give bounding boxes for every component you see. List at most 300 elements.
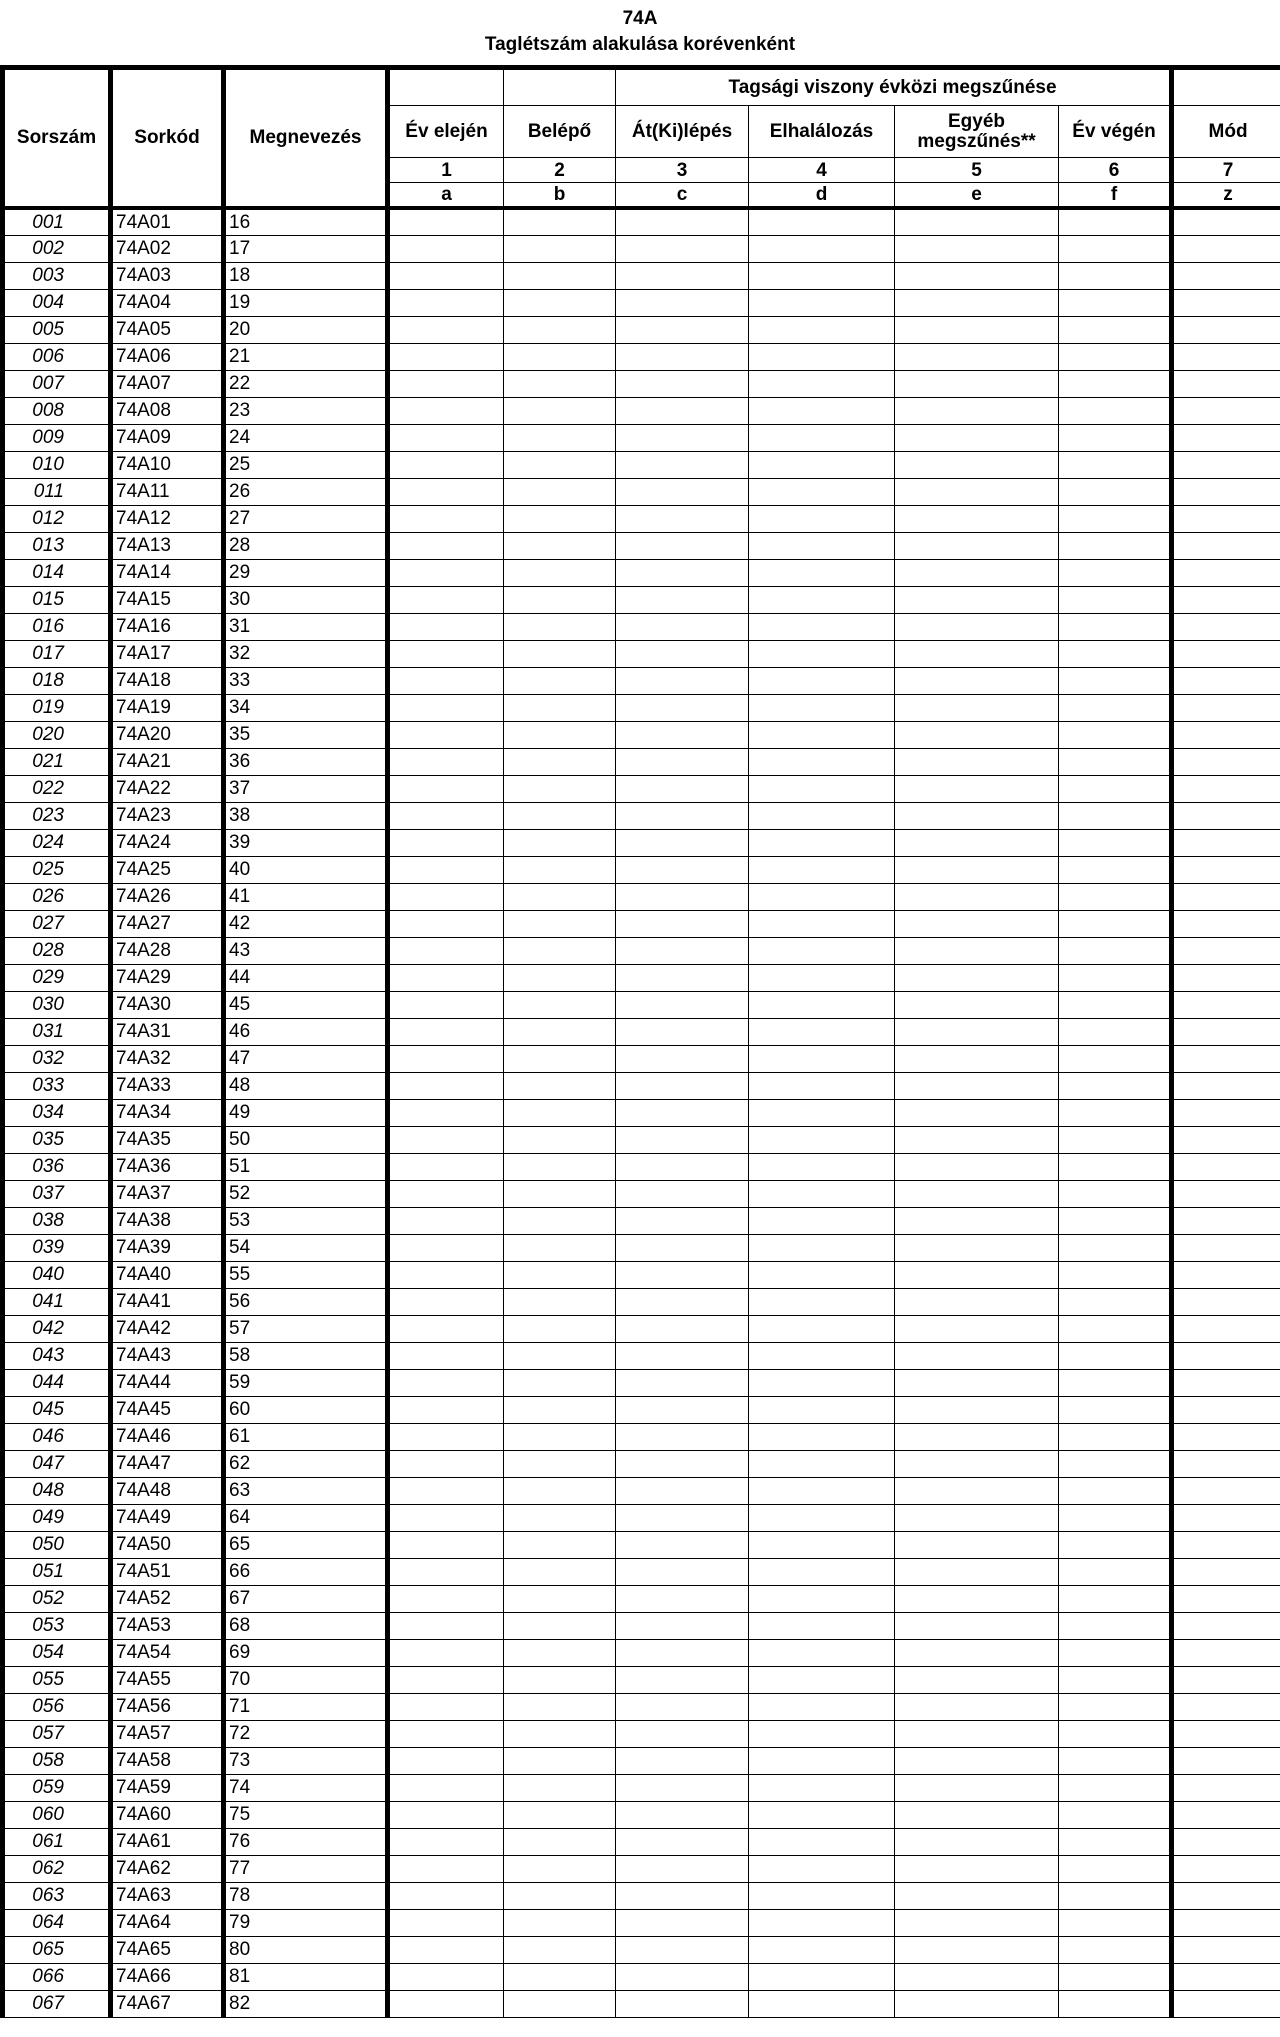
row-value-cell-z[interactable]	[1172, 1774, 1280, 1801]
row-value-cell-d[interactable]	[749, 1531, 895, 1558]
row-value-cell-e[interactable]	[895, 532, 1059, 559]
row-value-cell-z[interactable]	[1172, 1720, 1280, 1747]
row-value-cell-c[interactable]	[616, 451, 749, 478]
row-value-cell-c[interactable]	[616, 208, 749, 236]
row-value-cell-c[interactable]	[616, 802, 749, 829]
row-value-cell-e[interactable]	[895, 1477, 1059, 1504]
row-value-cell-b[interactable]	[504, 1774, 616, 1801]
row-value-cell-z[interactable]	[1172, 478, 1280, 505]
row-value-cell-f[interactable]	[1059, 478, 1172, 505]
row-value-cell-a[interactable]	[388, 397, 504, 424]
row-value-cell-b[interactable]	[504, 883, 616, 910]
row-value-cell-z[interactable]	[1172, 1828, 1280, 1855]
row-value-cell-d[interactable]	[749, 775, 895, 802]
row-value-cell-f[interactable]	[1059, 1180, 1172, 1207]
row-value-cell-f[interactable]	[1059, 1774, 1172, 1801]
row-value-cell-z[interactable]	[1172, 694, 1280, 721]
row-value-cell-d[interactable]	[749, 1180, 895, 1207]
row-value-cell-c[interactable]	[616, 1801, 749, 1828]
row-value-cell-z[interactable]	[1172, 829, 1280, 856]
row-value-cell-d[interactable]	[749, 343, 895, 370]
row-value-cell-f[interactable]	[1059, 1504, 1172, 1531]
row-value-cell-f[interactable]	[1059, 1018, 1172, 1045]
row-value-cell-f[interactable]	[1059, 451, 1172, 478]
row-value-cell-c[interactable]	[616, 1828, 749, 1855]
row-value-cell-d[interactable]	[749, 559, 895, 586]
row-value-cell-c[interactable]	[616, 478, 749, 505]
row-value-cell-a[interactable]	[388, 991, 504, 1018]
row-value-cell-z[interactable]	[1172, 1477, 1280, 1504]
row-value-cell-a[interactable]	[388, 1774, 504, 1801]
row-value-cell-e[interactable]	[895, 910, 1059, 937]
row-value-cell-c[interactable]	[616, 1153, 749, 1180]
row-value-cell-z[interactable]	[1172, 1153, 1280, 1180]
row-value-cell-z[interactable]	[1172, 1099, 1280, 1126]
row-value-cell-c[interactable]	[616, 1288, 749, 1315]
row-value-cell-f[interactable]	[1059, 1369, 1172, 1396]
row-value-cell-c[interactable]	[616, 1585, 749, 1612]
row-value-cell-e[interactable]	[895, 1828, 1059, 1855]
row-value-cell-d[interactable]	[749, 1342, 895, 1369]
row-value-cell-e[interactable]	[895, 829, 1059, 856]
row-value-cell-e[interactable]	[895, 1504, 1059, 1531]
row-value-cell-a[interactable]	[388, 316, 504, 343]
row-value-cell-a[interactable]	[388, 910, 504, 937]
row-value-cell-c[interactable]	[616, 1396, 749, 1423]
row-value-cell-d[interactable]	[749, 1504, 895, 1531]
row-value-cell-a[interactable]	[388, 1936, 504, 1963]
row-value-cell-d[interactable]	[749, 505, 895, 532]
row-value-cell-f[interactable]	[1059, 1990, 1172, 2017]
row-value-cell-z[interactable]	[1172, 1747, 1280, 1774]
row-value-cell-d[interactable]	[749, 1288, 895, 1315]
row-value-cell-e[interactable]	[895, 1126, 1059, 1153]
row-value-cell-e[interactable]	[895, 667, 1059, 694]
row-value-cell-a[interactable]	[388, 721, 504, 748]
row-value-cell-c[interactable]	[616, 397, 749, 424]
row-value-cell-a[interactable]	[388, 1153, 504, 1180]
row-value-cell-a[interactable]	[388, 775, 504, 802]
row-value-cell-d[interactable]	[749, 1612, 895, 1639]
row-value-cell-z[interactable]	[1172, 235, 1280, 262]
row-value-cell-z[interactable]	[1172, 1072, 1280, 1099]
row-value-cell-c[interactable]	[616, 775, 749, 802]
row-value-cell-b[interactable]	[504, 1477, 616, 1504]
row-value-cell-b[interactable]	[504, 964, 616, 991]
row-value-cell-a[interactable]	[388, 289, 504, 316]
row-value-cell-d[interactable]	[749, 424, 895, 451]
row-value-cell-e[interactable]	[895, 1585, 1059, 1612]
row-value-cell-z[interactable]	[1172, 1855, 1280, 1882]
row-value-cell-e[interactable]	[895, 1720, 1059, 1747]
row-value-cell-b[interactable]	[504, 1855, 616, 1882]
row-value-cell-c[interactable]	[616, 235, 749, 262]
row-value-cell-e[interactable]	[895, 478, 1059, 505]
row-value-cell-z[interactable]	[1172, 1126, 1280, 1153]
row-value-cell-b[interactable]	[504, 235, 616, 262]
row-value-cell-d[interactable]	[749, 208, 895, 236]
row-value-cell-f[interactable]	[1059, 1450, 1172, 1477]
row-value-cell-a[interactable]	[388, 478, 504, 505]
row-value-cell-d[interactable]	[749, 1747, 895, 1774]
row-value-cell-a[interactable]	[388, 1666, 504, 1693]
row-value-cell-f[interactable]	[1059, 964, 1172, 991]
row-value-cell-e[interactable]	[895, 964, 1059, 991]
row-value-cell-c[interactable]	[616, 937, 749, 964]
row-value-cell-c[interactable]	[616, 1261, 749, 1288]
row-value-cell-b[interactable]	[504, 856, 616, 883]
row-value-cell-d[interactable]	[749, 1234, 895, 1261]
row-value-cell-b[interactable]	[504, 343, 616, 370]
row-value-cell-e[interactable]	[895, 1639, 1059, 1666]
row-value-cell-f[interactable]	[1059, 370, 1172, 397]
row-value-cell-d[interactable]	[749, 532, 895, 559]
row-value-cell-c[interactable]	[616, 424, 749, 451]
row-value-cell-a[interactable]	[388, 1801, 504, 1828]
row-value-cell-a[interactable]	[388, 451, 504, 478]
row-value-cell-e[interactable]	[895, 586, 1059, 613]
row-value-cell-e[interactable]	[895, 451, 1059, 478]
row-value-cell-e[interactable]	[895, 370, 1059, 397]
row-value-cell-a[interactable]	[388, 1126, 504, 1153]
row-value-cell-d[interactable]	[749, 829, 895, 856]
row-value-cell-z[interactable]	[1172, 640, 1280, 667]
row-value-cell-e[interactable]	[895, 1423, 1059, 1450]
row-value-cell-d[interactable]	[749, 991, 895, 1018]
row-value-cell-d[interactable]	[749, 1558, 895, 1585]
row-value-cell-a[interactable]	[388, 1882, 504, 1909]
row-value-cell-z[interactable]	[1172, 1936, 1280, 1963]
row-value-cell-f[interactable]	[1059, 802, 1172, 829]
row-value-cell-z[interactable]	[1172, 1261, 1280, 1288]
row-value-cell-e[interactable]	[895, 1855, 1059, 1882]
row-value-cell-b[interactable]	[504, 1558, 616, 1585]
row-value-cell-z[interactable]	[1172, 208, 1280, 236]
row-value-cell-z[interactable]	[1172, 802, 1280, 829]
row-value-cell-e[interactable]	[895, 802, 1059, 829]
row-value-cell-b[interactable]	[504, 1747, 616, 1774]
row-value-cell-e[interactable]	[895, 397, 1059, 424]
row-value-cell-z[interactable]	[1172, 424, 1280, 451]
row-value-cell-f[interactable]	[1059, 559, 1172, 586]
row-value-cell-f[interactable]	[1059, 1720, 1172, 1747]
row-value-cell-a[interactable]	[388, 1018, 504, 1045]
row-value-cell-f[interactable]	[1059, 1828, 1172, 1855]
row-value-cell-z[interactable]	[1172, 964, 1280, 991]
row-value-cell-f[interactable]	[1059, 1315, 1172, 1342]
row-value-cell-b[interactable]	[504, 1531, 616, 1558]
row-value-cell-z[interactable]	[1172, 532, 1280, 559]
row-value-cell-f[interactable]	[1059, 937, 1172, 964]
row-value-cell-c[interactable]	[616, 1126, 749, 1153]
row-value-cell-f[interactable]	[1059, 1936, 1172, 1963]
row-value-cell-d[interactable]	[749, 910, 895, 937]
row-value-cell-a[interactable]	[388, 1720, 504, 1747]
row-value-cell-d[interactable]	[749, 1423, 895, 1450]
row-value-cell-e[interactable]	[895, 721, 1059, 748]
row-value-cell-e[interactable]	[895, 289, 1059, 316]
row-value-cell-z[interactable]	[1172, 613, 1280, 640]
row-value-cell-z[interactable]	[1172, 856, 1280, 883]
row-value-cell-c[interactable]	[616, 1909, 749, 1936]
row-value-cell-c[interactable]	[616, 370, 749, 397]
row-value-cell-f[interactable]	[1059, 748, 1172, 775]
row-value-cell-z[interactable]	[1172, 451, 1280, 478]
row-value-cell-e[interactable]	[895, 856, 1059, 883]
row-value-cell-b[interactable]	[504, 802, 616, 829]
row-value-cell-e[interactable]	[895, 1801, 1059, 1828]
row-value-cell-a[interactable]	[388, 613, 504, 640]
row-value-cell-f[interactable]	[1059, 1477, 1172, 1504]
row-value-cell-d[interactable]	[749, 262, 895, 289]
row-value-cell-c[interactable]	[616, 559, 749, 586]
row-value-cell-b[interactable]	[504, 1882, 616, 1909]
row-value-cell-a[interactable]	[388, 1045, 504, 1072]
row-value-cell-d[interactable]	[749, 1315, 895, 1342]
row-value-cell-z[interactable]	[1172, 1504, 1280, 1531]
row-value-cell-a[interactable]	[388, 694, 504, 721]
row-value-cell-a[interactable]	[388, 1990, 504, 2017]
row-value-cell-z[interactable]	[1172, 748, 1280, 775]
row-value-cell-e[interactable]	[895, 1693, 1059, 1720]
row-value-cell-d[interactable]	[749, 721, 895, 748]
row-value-cell-a[interactable]	[388, 1072, 504, 1099]
row-value-cell-e[interactable]	[895, 343, 1059, 370]
row-value-cell-d[interactable]	[749, 1369, 895, 1396]
row-value-cell-f[interactable]	[1059, 883, 1172, 910]
row-value-cell-e[interactable]	[895, 1909, 1059, 1936]
row-value-cell-c[interactable]	[616, 532, 749, 559]
row-value-cell-b[interactable]	[504, 559, 616, 586]
row-value-cell-c[interactable]	[616, 1855, 749, 1882]
row-value-cell-d[interactable]	[749, 1990, 895, 2017]
row-value-cell-f[interactable]	[1059, 1963, 1172, 1990]
row-value-cell-c[interactable]	[616, 1099, 749, 1126]
row-value-cell-z[interactable]	[1172, 1288, 1280, 1315]
row-value-cell-d[interactable]	[749, 586, 895, 613]
row-value-cell-c[interactable]	[616, 1963, 749, 1990]
row-value-cell-a[interactable]	[388, 1855, 504, 1882]
row-value-cell-f[interactable]	[1059, 1585, 1172, 1612]
row-value-cell-z[interactable]	[1172, 1396, 1280, 1423]
row-value-cell-b[interactable]	[504, 1423, 616, 1450]
row-value-cell-f[interactable]	[1059, 505, 1172, 532]
row-value-cell-d[interactable]	[749, 1045, 895, 1072]
row-value-cell-z[interactable]	[1172, 370, 1280, 397]
row-value-cell-f[interactable]	[1059, 721, 1172, 748]
row-value-cell-b[interactable]	[504, 748, 616, 775]
row-value-cell-c[interactable]	[616, 1315, 749, 1342]
row-value-cell-d[interactable]	[749, 1126, 895, 1153]
row-value-cell-b[interactable]	[504, 370, 616, 397]
row-value-cell-f[interactable]	[1059, 397, 1172, 424]
row-value-cell-b[interactable]	[504, 1369, 616, 1396]
row-value-cell-z[interactable]	[1172, 1450, 1280, 1477]
row-value-cell-a[interactable]	[388, 1099, 504, 1126]
row-value-cell-d[interactable]	[749, 1099, 895, 1126]
row-value-cell-a[interactable]	[388, 343, 504, 370]
row-value-cell-e[interactable]	[895, 1747, 1059, 1774]
row-value-cell-c[interactable]	[616, 1423, 749, 1450]
row-value-cell-b[interactable]	[504, 505, 616, 532]
row-value-cell-b[interactable]	[504, 1720, 616, 1747]
row-value-cell-a[interactable]	[388, 235, 504, 262]
row-value-cell-b[interactable]	[504, 1666, 616, 1693]
row-value-cell-c[interactable]	[616, 1531, 749, 1558]
row-value-cell-c[interactable]	[616, 1207, 749, 1234]
row-value-cell-c[interactable]	[616, 316, 749, 343]
row-value-cell-d[interactable]	[749, 937, 895, 964]
row-value-cell-b[interactable]	[504, 1342, 616, 1369]
row-value-cell-d[interactable]	[749, 289, 895, 316]
row-value-cell-f[interactable]	[1059, 1882, 1172, 1909]
row-value-cell-d[interactable]	[749, 1774, 895, 1801]
row-value-cell-z[interactable]	[1172, 883, 1280, 910]
row-value-cell-z[interactable]	[1172, 505, 1280, 532]
row-value-cell-c[interactable]	[616, 1045, 749, 1072]
row-value-cell-z[interactable]	[1172, 1369, 1280, 1396]
row-value-cell-a[interactable]	[388, 559, 504, 586]
row-value-cell-f[interactable]	[1059, 235, 1172, 262]
row-value-cell-a[interactable]	[388, 1558, 504, 1585]
row-value-cell-d[interactable]	[749, 1450, 895, 1477]
row-value-cell-a[interactable]	[388, 856, 504, 883]
row-value-cell-b[interactable]	[504, 1099, 616, 1126]
row-value-cell-b[interactable]	[504, 1990, 616, 2017]
row-value-cell-z[interactable]	[1172, 316, 1280, 343]
row-value-cell-z[interactable]	[1172, 262, 1280, 289]
row-value-cell-a[interactable]	[388, 1693, 504, 1720]
row-value-cell-a[interactable]	[388, 532, 504, 559]
row-value-cell-z[interactable]	[1172, 1018, 1280, 1045]
row-value-cell-c[interactable]	[616, 1612, 749, 1639]
row-value-cell-d[interactable]	[749, 748, 895, 775]
row-value-cell-e[interactable]	[895, 1342, 1059, 1369]
row-value-cell-f[interactable]	[1059, 1396, 1172, 1423]
row-value-cell-e[interactable]	[895, 1180, 1059, 1207]
row-value-cell-b[interactable]	[504, 1018, 616, 1045]
row-value-cell-d[interactable]	[749, 1261, 895, 1288]
row-value-cell-a[interactable]	[388, 1585, 504, 1612]
row-value-cell-c[interactable]	[616, 910, 749, 937]
row-value-cell-a[interactable]	[388, 1180, 504, 1207]
row-value-cell-c[interactable]	[616, 1747, 749, 1774]
row-value-cell-f[interactable]	[1059, 640, 1172, 667]
row-value-cell-c[interactable]	[616, 505, 749, 532]
row-value-cell-a[interactable]	[388, 505, 504, 532]
row-value-cell-b[interactable]	[504, 1396, 616, 1423]
row-value-cell-b[interactable]	[504, 397, 616, 424]
row-value-cell-f[interactable]	[1059, 532, 1172, 559]
row-value-cell-b[interactable]	[504, 1234, 616, 1261]
row-value-cell-e[interactable]	[895, 1666, 1059, 1693]
row-value-cell-b[interactable]	[504, 1261, 616, 1288]
row-value-cell-d[interactable]	[749, 1018, 895, 1045]
row-value-cell-f[interactable]	[1059, 991, 1172, 1018]
row-value-cell-c[interactable]	[616, 262, 749, 289]
row-value-cell-a[interactable]	[388, 370, 504, 397]
row-value-cell-e[interactable]	[895, 775, 1059, 802]
row-value-cell-a[interactable]	[388, 262, 504, 289]
row-value-cell-b[interactable]	[504, 1828, 616, 1855]
row-value-cell-e[interactable]	[895, 1396, 1059, 1423]
row-value-cell-a[interactable]	[388, 1369, 504, 1396]
row-value-cell-a[interactable]	[388, 1207, 504, 1234]
row-value-cell-a[interactable]	[388, 1315, 504, 1342]
row-value-cell-z[interactable]	[1172, 397, 1280, 424]
row-value-cell-d[interactable]	[749, 1909, 895, 1936]
row-value-cell-c[interactable]	[616, 1504, 749, 1531]
row-value-cell-e[interactable]	[895, 1774, 1059, 1801]
row-value-cell-b[interactable]	[504, 316, 616, 343]
row-value-cell-a[interactable]	[388, 1747, 504, 1774]
row-value-cell-f[interactable]	[1059, 1261, 1172, 1288]
row-value-cell-b[interactable]	[504, 1801, 616, 1828]
row-value-cell-d[interactable]	[749, 1396, 895, 1423]
row-value-cell-b[interactable]	[504, 1207, 616, 1234]
row-value-cell-b[interactable]	[504, 1450, 616, 1477]
row-value-cell-z[interactable]	[1172, 1909, 1280, 1936]
row-value-cell-b[interactable]	[504, 1963, 616, 1990]
row-value-cell-e[interactable]	[895, 1369, 1059, 1396]
row-value-cell-d[interactable]	[749, 1855, 895, 1882]
row-value-cell-b[interactable]	[504, 1045, 616, 1072]
row-value-cell-z[interactable]	[1172, 991, 1280, 1018]
row-value-cell-f[interactable]	[1059, 856, 1172, 883]
row-value-cell-d[interactable]	[749, 694, 895, 721]
row-value-cell-c[interactable]	[616, 1936, 749, 1963]
row-value-cell-e[interactable]	[895, 1936, 1059, 1963]
row-value-cell-d[interactable]	[749, 1666, 895, 1693]
row-value-cell-e[interactable]	[895, 424, 1059, 451]
row-value-cell-f[interactable]	[1059, 343, 1172, 370]
row-value-cell-c[interactable]	[616, 1477, 749, 1504]
row-value-cell-a[interactable]	[388, 1531, 504, 1558]
row-value-cell-d[interactable]	[749, 802, 895, 829]
row-value-cell-c[interactable]	[616, 1990, 749, 2017]
row-value-cell-a[interactable]	[388, 1261, 504, 1288]
row-value-cell-f[interactable]	[1059, 910, 1172, 937]
row-value-cell-f[interactable]	[1059, 829, 1172, 856]
row-value-cell-a[interactable]	[388, 883, 504, 910]
row-value-cell-b[interactable]	[504, 1288, 616, 1315]
row-value-cell-a[interactable]	[388, 1639, 504, 1666]
row-value-cell-a[interactable]	[388, 1477, 504, 1504]
row-value-cell-z[interactable]	[1172, 1342, 1280, 1369]
row-value-cell-b[interactable]	[504, 1072, 616, 1099]
row-value-cell-d[interactable]	[749, 478, 895, 505]
row-value-cell-a[interactable]	[388, 1423, 504, 1450]
row-value-cell-e[interactable]	[895, 1207, 1059, 1234]
row-value-cell-c[interactable]	[616, 1774, 749, 1801]
row-value-cell-z[interactable]	[1172, 1801, 1280, 1828]
row-value-cell-f[interactable]	[1059, 1423, 1172, 1450]
row-value-cell-e[interactable]	[895, 1153, 1059, 1180]
row-value-cell-a[interactable]	[388, 964, 504, 991]
row-value-cell-b[interactable]	[504, 937, 616, 964]
row-value-cell-e[interactable]	[895, 1558, 1059, 1585]
row-value-cell-c[interactable]	[616, 1018, 749, 1045]
row-value-cell-d[interactable]	[749, 1585, 895, 1612]
row-value-cell-z[interactable]	[1172, 1612, 1280, 1639]
row-value-cell-b[interactable]	[504, 721, 616, 748]
row-value-cell-f[interactable]	[1059, 1099, 1172, 1126]
row-value-cell-e[interactable]	[895, 1045, 1059, 1072]
row-value-cell-d[interactable]	[749, 370, 895, 397]
row-value-cell-a[interactable]	[388, 1288, 504, 1315]
row-value-cell-z[interactable]	[1172, 1423, 1280, 1450]
row-value-cell-e[interactable]	[895, 1882, 1059, 1909]
